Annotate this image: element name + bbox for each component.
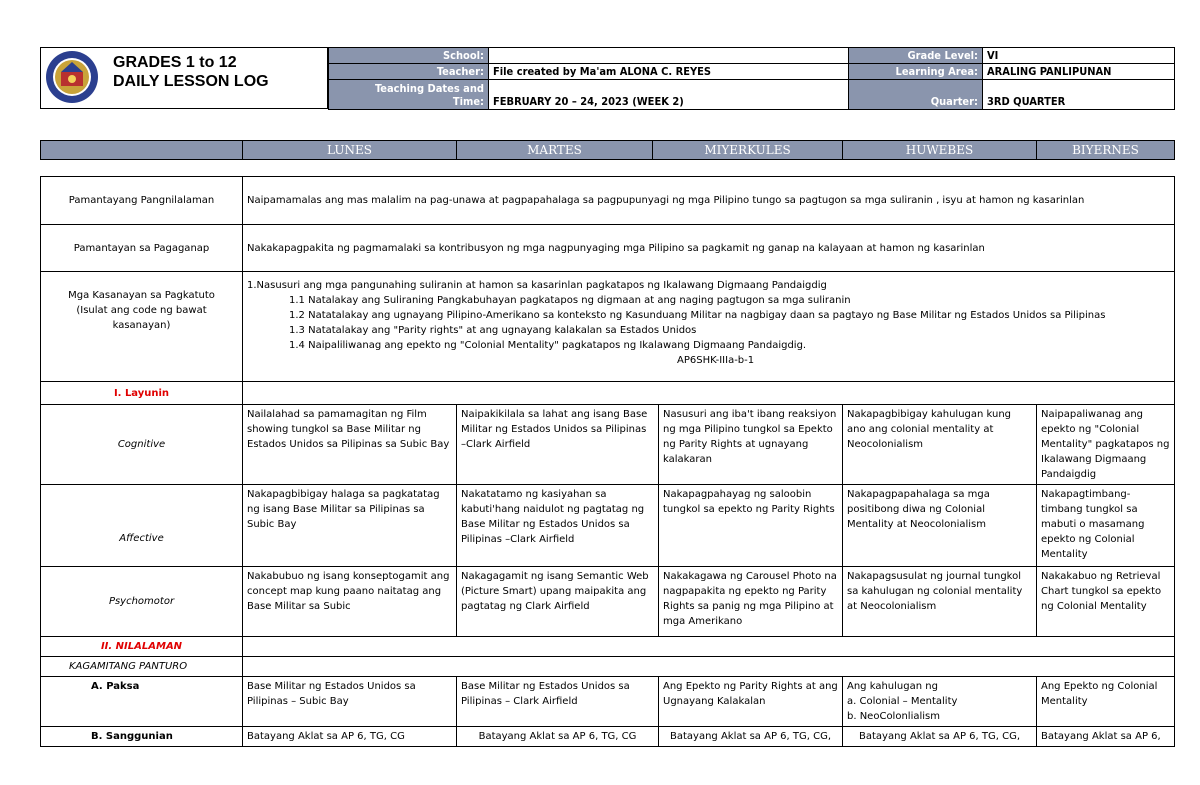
psychomotor-lunes: Nakabubuo ng isang konseptogamit ang concept map kung paano naitatag ang Base Militar sa Subic [243,567,457,637]
row-sanggunian [41,727,1175,747]
learning-area-label: Learning Area: [849,64,983,80]
cognitive-huwebes: Nakapagbibigay kahulugan kung ano ang colonial mentality at Neocolonialism [843,405,1037,485]
kasanayan-1-3: 1.3 Natatalakay ang "Parity rights" at ang ugnayang kalakalan sa Estados Unidos [289,325,697,336]
text-pamantayan-pagganap: Nakakapagpakita ng pagmamalaki sa kontribusyon ng mga nagpunyaging mga Pilipino sa pagkamit ng ganap na kalayaan at hamon ng kasarinlan [243,225,1175,272]
label-sanggunian: B. Sanggunian [41,727,243,747]
teacher-value: File created by Ma'am ALONA C. REYES [489,64,849,80]
sanggunian-miyerkules: Batayang Aklat sa AP 6, TG, CG, [659,727,843,747]
label-kagamitan: KAGAMITANG PANTURO [41,657,243,677]
layunin-empty [243,382,1175,405]
row-paksa [41,677,1175,727]
lesson-log-table [40,176,1175,747]
sanggunian-martes: Batayang Aklat sa AP 6, TG, CG [457,727,659,747]
kasanayan-1-1: 1.1 Natalakay ang Suliraning Pangkabuhayan pagkatapos ng digmaan at ang naging pagtugon sa mga suliranin [289,295,851,306]
kasanayan-1-2: 1.2 Natatalakay ang ugnayang Pilipino-Amerikano sa konteksto ng Kasunduang Militar na nagbigay daan sa pagtayo ng Base Militar ng Estados Unidos sa Pilipinas [289,310,1106,321]
quarter-label: Quarter: [849,80,983,110]
paksa-martes: Base Militar ng Estados Unidos sa Pilipinas – Clark Airfield [457,677,659,727]
cognitive-biyernes: Naipapaliwanag ang epekto ng "Colonial Mentality" pagkatapos ng Ikalawang Digmaang Pandaigdig [1037,405,1175,485]
row-nilalaman [41,637,1175,657]
paksa-biyernes: Ang Epekto ng Colonial Mentality [1037,677,1175,727]
affective-huwebes: Nakapagpapahalaga sa mga positibong diwa ng Colonial Mentality at Neocolonialism [843,485,1037,567]
label-layunin: I. Layunin [41,382,243,405]
header-info-table [328,47,1175,110]
kasanayan-1-4: 1.4 Naipaliliwanag ang epekto ng "Colonial Mentality" pagkatapos ng Ikalawang Digmaang Pandaigdig. [289,340,807,351]
grade-level-value: VI [983,48,1175,64]
form-title-line1: GRADES 1 to 12 [113,54,237,71]
row-cognitive [41,405,1175,485]
nilalaman-empty [243,637,1175,657]
text-pamantayang-pangnilalaman: Naipamamalas ang mas malalim na pag-unawa at pagpapahalaga sa pagpupunyagi ng mga Pilipino tungo sa pagtugon sa mga suliranin , isyu at hamon ng kasarinlan [243,177,1175,225]
learning-area-value: ARALING PANLIPUNAN [983,64,1175,80]
teaching-dates-value: FEBRUARY 20 – 24, 2023 (WEEK 2) [489,80,849,110]
paksa-lunes: Base Militar ng Estados Unidos sa Pilipinas – Subic Bay [243,677,457,727]
label-nilalaman: II. NILALAMAN [41,637,243,657]
label-kasanayan: Mga Kasanayan sa Pagkatuto (Isulat ang code ng bawat kasanayan) [41,272,243,382]
affective-biyernes: Nakapagtimbang-timbang tungkol sa mabuti o masamang epekto ng Colonial Mentality [1037,485,1175,567]
psychomotor-miyerkules: Nakakagawa ng Carousel Photo na nagpapakita ng epekto ng Parity Rights sa panig ng mga Pilipino at mga Amerikano [659,567,843,637]
sanggunian-huwebes: Batayang Aklat sa AP 6, TG, CG, [843,727,1037,747]
day-monday: LUNES [243,141,457,160]
quarter-value: 3RD QUARTER [983,80,1175,110]
kasanayan-code: AP6SHK-IIIa-b-1 [677,355,755,366]
sanggunian-lunes: Batayang Aklat sa AP 6, TG, CG [243,727,457,747]
label-pamantayan-pagganap: Pamantayan sa Pagaganap [41,225,243,272]
psychomotor-biyernes: Nakakabuo ng Retrieval Chart tungkol sa epekto ng Colonial Mentality [1037,567,1175,637]
header-title-box [40,47,328,109]
row-pamantayang-pangnilalaman [41,177,1175,225]
day-thursday: HUWEBES [843,141,1037,160]
label-pamantayang-pangnilalaman: Pamantayang Pangnilalaman [41,177,243,225]
day-friday: BIYERNES [1037,141,1175,160]
cognitive-lunes: Nailalahad sa pamamagitan ng Film showing tungkol sa Base Militar ng Estados Unidos sa Pilipinas sa Subic Bay [243,405,457,485]
deped-seal-icon [45,50,99,104]
psychomotor-huwebes: Nakapagsusulat ng journal tungkol sa kahulugan ng colonial mentality at Neocolonialism [843,567,1037,637]
label-psychomotor: Psychomotor [41,567,243,637]
text-kasanayan [243,272,1175,382]
psychomotor-martes: Nakagagamit ng isang Semantic Web (Picture Smart) upang maipakita ang pagtatag ng Clark Airfield [457,567,659,637]
school-label: School: [329,48,489,64]
row-psychomotor [41,567,1175,637]
label-affective: Affective [41,485,243,567]
label-cognitive: Cognitive [41,405,243,485]
paksa-miyerkules: Ang Epekto ng Parity Rights at ang Ugnayang Kalakalan [659,677,843,727]
paksa-huwebes: Ang kahulugan ng a. Colonial – Mentality b. NeoColonlialism [843,677,1037,727]
row-pamantayan-pagganap [41,225,1175,272]
cognitive-martes: Naipakikilala sa lahat ang isang Base Militar ng Estados Unidos sa Pilipinas –Clark Airfield [457,405,659,485]
teaching-dates-label: Teaching Dates and Time: [329,80,489,110]
day-wednesday: MIYERKULES [653,141,843,160]
affective-martes: Nakatatamo ng kasiyahan sa kabuti'hang naidulot ng pagtatag ng Base Militar ng Estados Unidos sa Pilipinas –Clark Airfield [457,485,659,567]
day-tuesday: MARTES [457,141,653,160]
row-kasanayan [41,272,1175,382]
label-paksa: A. Paksa [41,677,243,727]
row-kagamitan [41,657,1175,677]
school-value [489,48,849,64]
days-corner [41,141,243,160]
affective-lunes: Nakapagbibigay halaga sa pagkatatag ng isang Base Militar sa Pilipinas sa Subic Bay [243,485,457,567]
row-affective [41,485,1175,567]
kagamitan-empty [243,657,1175,677]
cognitive-miyerkules: Nasusuri ang iba't ibang reaksiyon ng mga Pilipino tungkol sa Epekto ng Parity Rights at ugnayang kalakaran [659,405,843,485]
affective-miyerkules: Nakapagpahayag ng saloobin tungkol sa epekto ng Parity Rights [659,485,843,567]
kasanayan-main: 1.Nasusuri ang mga pangunahing suliranin at hamon sa kasarinlan pagkatapos ng Ikalawang Digmaang Pandaigdig [247,280,827,291]
sanggunian-biyernes: Batayang Aklat sa AP 6, [1037,727,1175,747]
row-layunin [41,382,1175,405]
days-header-bar [40,140,1175,160]
grade-level-label: Grade Level: [849,48,983,64]
teacher-label: Teacher: [329,64,489,80]
form-title-line2: DAILY LESSON LOG [113,73,269,90]
